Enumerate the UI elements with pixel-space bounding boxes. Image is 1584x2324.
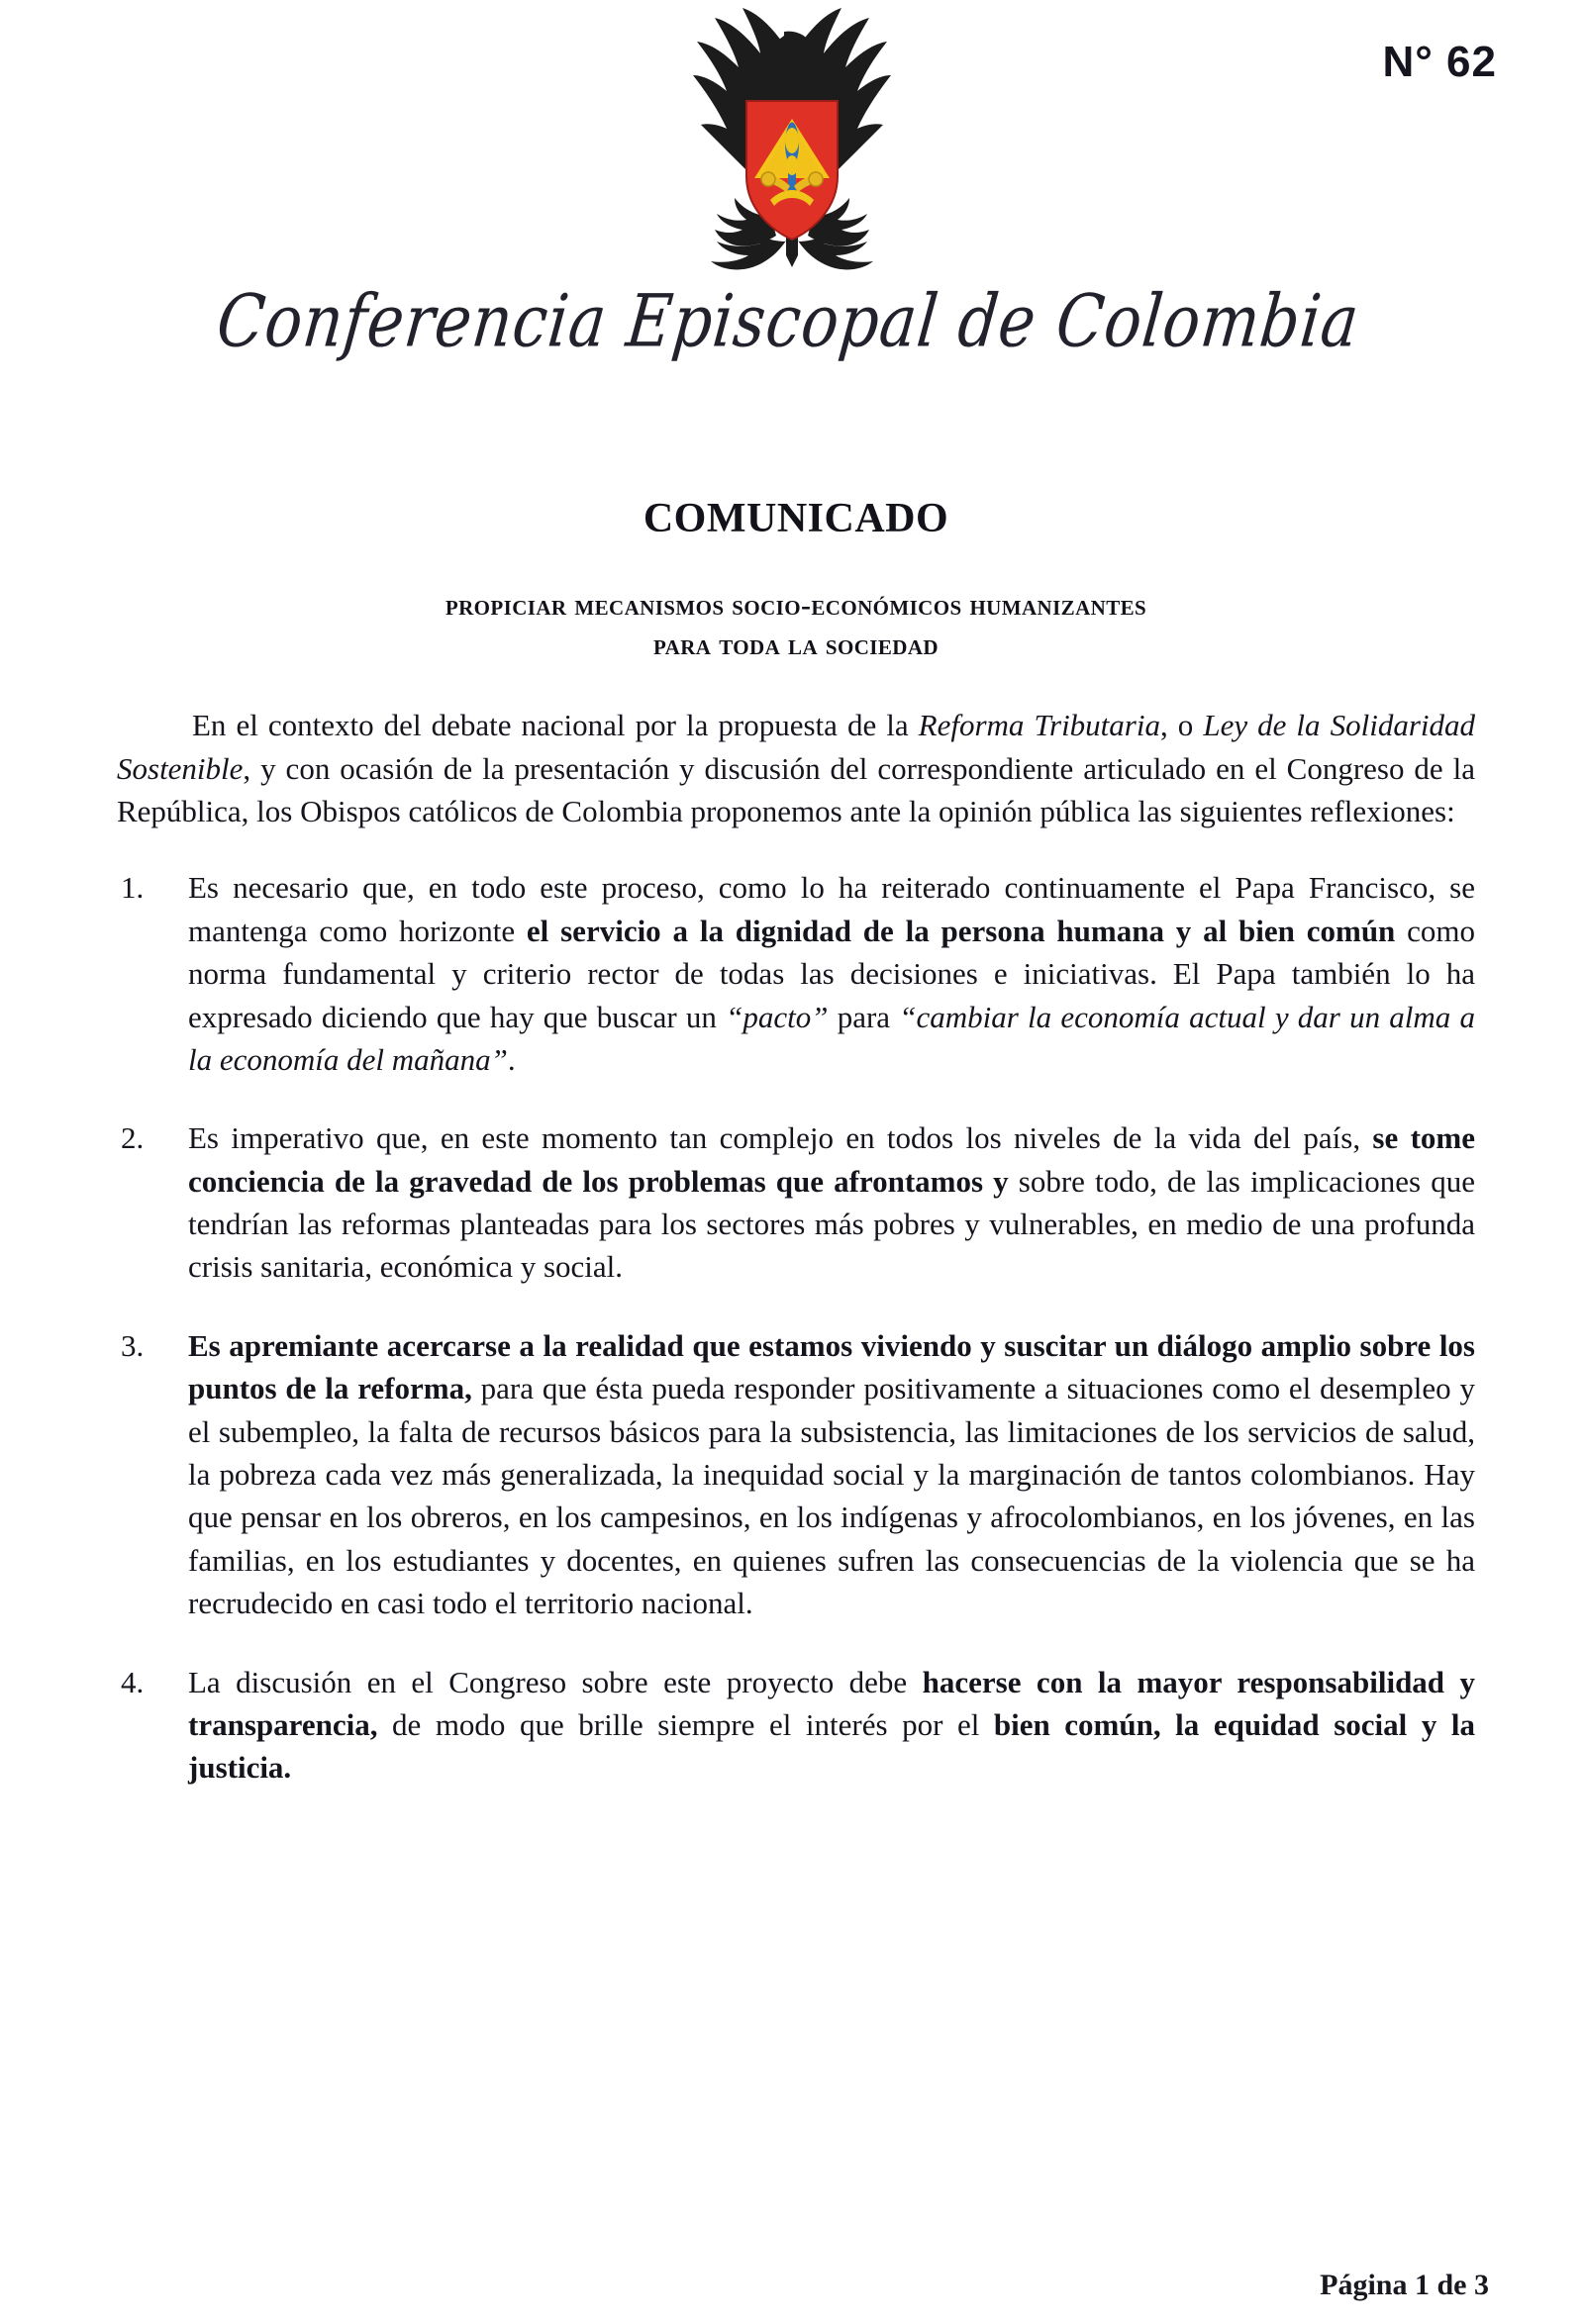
point-2-text-1: Es imperativo que, en este momento tan complejo en todos los niveles de la vida del país, — [188, 1120, 1373, 1156]
reflections-list — [117, 866, 1475, 1789]
point-1-text-2: como norma fundamental y criterio rector de todas las decisiones e iniciativas. El Papa también lo ha expresado diciendo que hay que buscar un — [188, 913, 1475, 1034]
point-3-bold-1: Es apremiante acercarse a la realidad que estamos viviendo y suscitar un diálogo amplio sobre los puntos de la reforma, — [188, 1327, 1475, 1406]
point-3-text-2: para que ésta pueda responder positivamente a situaciones como el desempleo y el subempleo, la falta de recursos básicos para la subsistencia, las limitaciones de los servicios de salud, la pobreza cada vez más generalizada, la inequidad social y la marginación de tantos colombianos. Hay que pensar en los obreros, en los campesinos, en los indígenas y afrocolombianos, en los jóvenes, en las familias, en los estudiantes y docentes, en quienes sufren las consecuencias de la violencia que se ha recrudecido en casi todo el territorio nacional. — [188, 1371, 1476, 1621]
subtitle-line-1: propiciar mecanismos socio-económicos humanizantes — [445, 589, 1147, 622]
point-1-quote-2: “cambiar la economía actual y dar un alma a la economía del mañana” — [188, 999, 1476, 1077]
point-1-text-3: para — [828, 999, 900, 1034]
list-item-number: 1. — [121, 870, 145, 906]
document-body — [117, 0, 1475, 1825]
page-footer: Página 1 de 3 — [1320, 2269, 1489, 2301]
point-4-text-1: La discusión en el Congreso sobre este proyecto debe — [188, 1664, 923, 1699]
lead-paragraph — [117, 704, 1475, 832]
subtitle-line-2: para toda la sociedad — [653, 628, 939, 661]
point-1-text-1: Es necesario que, en todo este proceso, como lo ha reiterado continuamente el Papa Francisco, se mantenga como horizonte — [188, 870, 1475, 948]
list-item — [117, 866, 1475, 1081]
lead-text-2: , o — [1159, 708, 1204, 743]
point-1-bold-1: el servicio a la dignidad de la persona humana y al bien común — [526, 913, 1396, 948]
list-item — [117, 1116, 1475, 1289]
point-4-bold-1: hacerse con la mayor responsabilidad y transparencia, — [188, 1664, 1476, 1742]
document-subtitle — [117, 586, 1475, 664]
issue-number: N° 62 — [1382, 38, 1497, 86]
point-4-text-2: de modo que brille siempre el interés por el — [377, 1707, 994, 1742]
lead-emphasis-reforma-tributaria: Reforma Tributaria — [918, 708, 1160, 743]
point-1-quote-1: “pacto” — [726, 999, 829, 1034]
point-2-bold-1: se tome conciencia de la gravedad de los problemas que afrontamos y — [188, 1120, 1475, 1199]
page-title: COMUNICADO — [643, 496, 949, 541]
list-item-number: 4. — [121, 1664, 145, 1699]
list-item — [117, 1324, 1475, 1625]
point-1-text-4: . — [507, 1041, 516, 1077]
lead-text-1: En el contexto del debate nacional por la propuesta de la — [192, 708, 919, 743]
lead-text-3: , y con ocasión de la presentación y discusión del correspondiente articulado en el Congreso de la República, los Obispos católicos de Colombia proponemos ante la opinión pública las siguientes reflexiones: — [117, 750, 1475, 828]
list-item-number: 2. — [121, 1120, 145, 1156]
lead-emphasis-ley-solidaridad: Ley de la Solidaridad Sostenible — [117, 708, 1475, 786]
point-2-text-2: sobre todo, de las implicaciones que tendrían las reformas planteadas para los sectores más pobres y vulnerables, en medio de una profunda crisis sanitaria, económica y social. — [188, 1163, 1475, 1285]
list-item — [117, 1661, 1475, 1790]
point-4-bold-2: bien común, la equidad social y la justicia. — [188, 1707, 1475, 1786]
list-item-number: 3. — [121, 1327, 145, 1363]
organization-wordmark: Conferencia Episcopal de Colombia — [213, 277, 1364, 364]
